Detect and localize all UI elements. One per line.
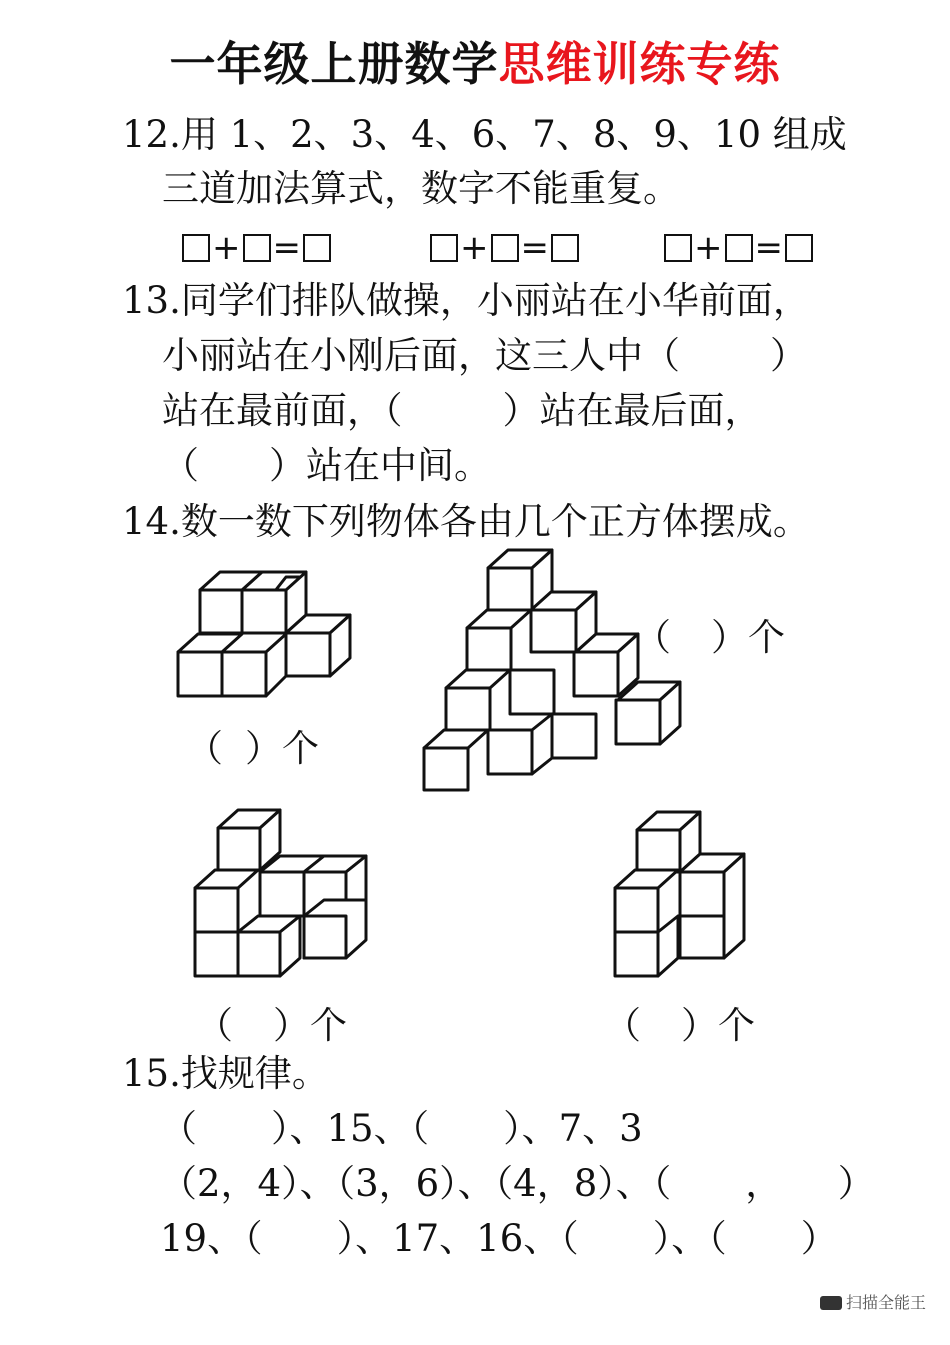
paren-open: （: [634, 616, 671, 659]
q15-line1: 15.找规律。: [122, 1052, 329, 1095]
answer-count-2[interactable]: [634, 607, 785, 661]
cube-stack-1: [178, 572, 350, 696]
paren-close-unit: ）个: [273, 1004, 347, 1047]
plus-sign: +: [694, 228, 723, 268]
q13-text: 小丽站在小刚后面，这三人中（: [162, 334, 680, 377]
watermark-text: 扫描全能王: [846, 1293, 927, 1312]
q12-line1: 12.用 1、2、3、4、6、7、8、9、10 组成: [122, 113, 847, 156]
title-main: 一年级上册数学: [169, 37, 499, 91]
title-accent: 思维训练专练: [498, 37, 781, 91]
q15-row3[interactable]: 19、（ ）、17、16、（ ）、（ ）: [160, 1217, 838, 1260]
answer-count-3[interactable]: [196, 995, 347, 1049]
q15-row1[interactable]: （ ）、15、（ ）、7、3: [160, 1107, 643, 1150]
cube-stack-4: [615, 812, 744, 976]
equals-sign: =: [754, 228, 783, 268]
q13-text: ）: [770, 334, 807, 377]
q12-line2: 三道加法算式，数字不能重复。: [162, 167, 680, 210]
paren-close-unit: ）个: [711, 616, 785, 659]
plus-sign: +: [212, 228, 241, 268]
equals-sign: =: [272, 228, 301, 268]
cube-stack-3: [195, 810, 366, 976]
q13-text: （: [162, 444, 199, 487]
answer-count-1[interactable]: [186, 718, 319, 772]
q15-row2[interactable]: （2，4）、（3，6）、（4，8）、（ ， ）: [160, 1162, 875, 1205]
q13-text: 站在最前面，（: [162, 389, 403, 432]
equals-sign: =: [520, 228, 549, 268]
paren-open: （: [196, 1004, 233, 1047]
q13-text: ）站在最后面，: [502, 389, 762, 432]
scanner-watermark: [820, 1290, 926, 1313]
paren-close-unit: ）个: [681, 1004, 755, 1047]
paren-open: （: [604, 1004, 641, 1047]
q14-line1: 14.数一数下列物体各由几个正方体摆成。: [122, 500, 810, 543]
plus-sign: +: [460, 228, 489, 268]
cube-stack-2: [424, 550, 680, 790]
paren-close-unit: ）个: [245, 727, 319, 770]
paren-open: （: [186, 727, 223, 770]
scanner-logo-icon: [820, 1296, 842, 1310]
q13-line1: 13.同学们排队做操，小丽站在小华前面，: [122, 279, 810, 322]
q13-text: ）站在中间。: [269, 444, 491, 487]
answer-count-4[interactable]: [604, 995, 755, 1049]
